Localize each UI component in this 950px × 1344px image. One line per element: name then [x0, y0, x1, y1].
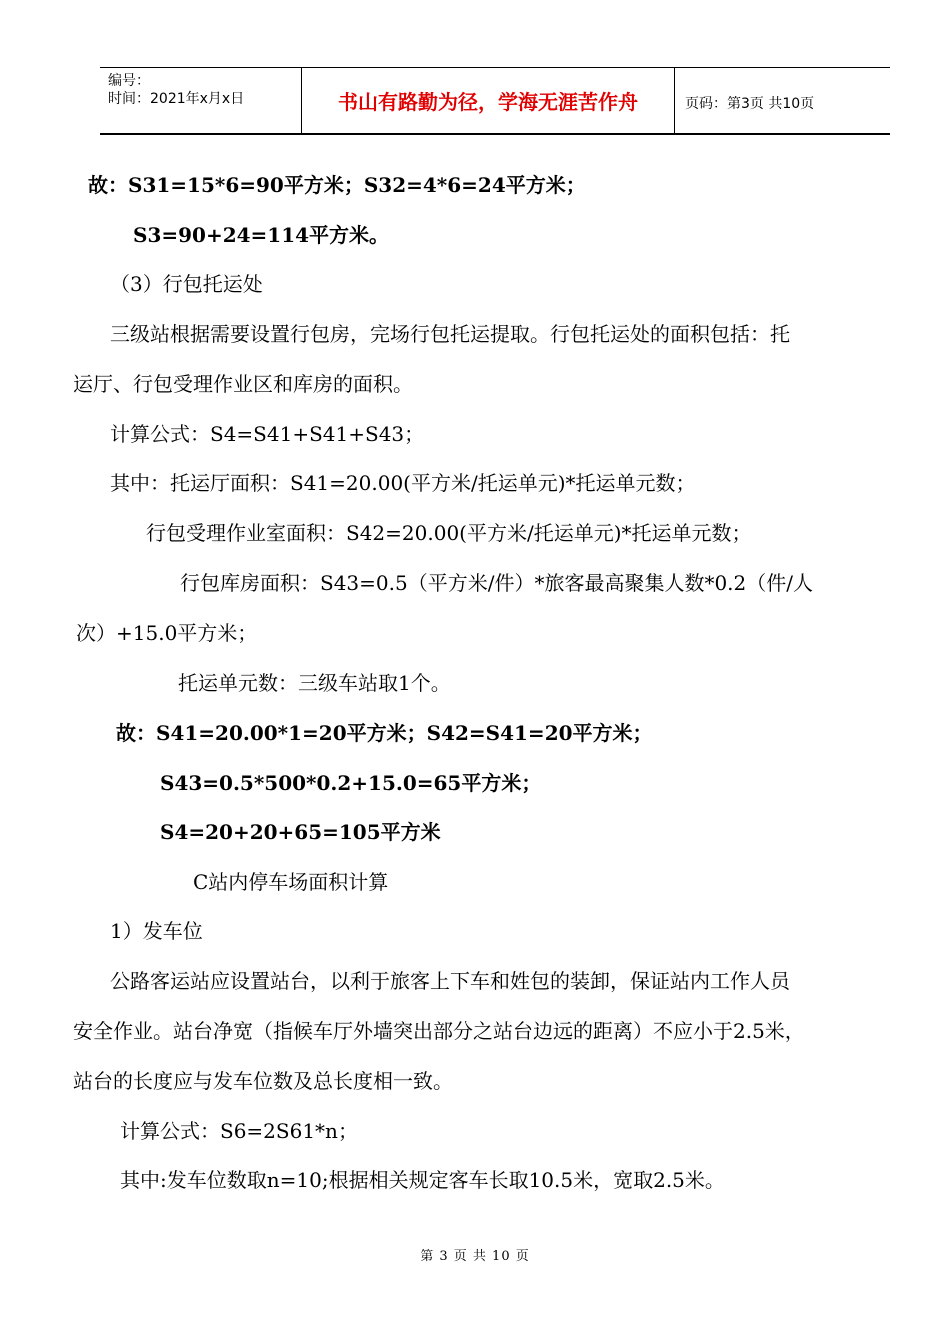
text-line-platform-desc-2: 安全作业。站台净宽（指候车厅外墙突出部分之站台边远的距离）不应小于2.5米，	[73, 1019, 805, 1043]
text-line-baggage-desc-1: 三级站根据需要设置行包房，完场行包托运提取。行包托运处的面积包括：托	[110, 322, 790, 346]
text-line-s43-def-2: 次）+15.0平方米；	[76, 621, 258, 645]
text-line-formula-s6: 计算公式：S6=2S61*n；	[120, 1119, 358, 1143]
header-shijian: 时间：2021年x月x日	[108, 91, 245, 107]
section-heading-baggage: （3）行包托运处	[110, 272, 263, 296]
text-line-s41-def: 其中：托运厅面积：S41=20.00(平方米/托运单元)*托运单元数；	[110, 471, 696, 495]
page-footer: 第 3 页 共 10 页	[420, 1249, 530, 1264]
header-motto: 书山有路勤为径，学海无涯苦作舟	[302, 68, 675, 133]
text-line-platform-desc-1: 公路客运站应设置站台，以利于旅客上下车和姓包的装卸，保证站内工作人员	[110, 969, 790, 993]
page-header	[100, 67, 890, 135]
text-line-s41-s42-result: 故：S41=20.00*1=20平方米；S42=S41=20平方米；	[116, 721, 653, 745]
text-line-platform-desc-3: 站台的长度应与发车位数及总长度相一致。	[73, 1069, 453, 1093]
section-heading-departure: 1）发车位	[110, 919, 203, 943]
text-line-baggage-desc-2: 运厅、行包受理作业区和库房的面积。	[73, 372, 413, 396]
text-line-s42-def: 行包受理作业室面积：S42=20.00(平方米/托运单元)*托运单元数；	[146, 521, 752, 545]
text-line-s43-result: S43=0.5*500*0.2+15.0=65平方米；	[160, 771, 542, 795]
header-page-info: 页码：第3页 共10页	[685, 96, 815, 112]
text-line-s43-def-1: 行包库房面积：S43=0.5（平方米/件）*旅客最高聚集人数*0.2（件/人	[180, 571, 813, 595]
text-line-s3-parts: 故：S31=15*6=90平方米；S32=4*6=24平方米；	[88, 173, 586, 197]
header-bianhao: 编号：	[108, 73, 150, 89]
text-line-departure-params: 其中:发车位数取n=10;根据相关规定客车长取10.5米，宽取2.5米。	[120, 1168, 725, 1192]
text-line-s4-result: S4=20+20+65=105平方米	[160, 820, 441, 844]
text-line-formula-s4: 计算公式：S4=S41+S41+S43；	[110, 422, 425, 446]
text-line-unit-count: 托运单元数：三级车站取1个。	[178, 671, 451, 695]
header-meta	[100, 68, 302, 133]
section-heading-parking: C站内停车场面积计算	[193, 870, 389, 894]
text-line-s3-total: S3=90+24=114平方米。	[133, 223, 390, 247]
